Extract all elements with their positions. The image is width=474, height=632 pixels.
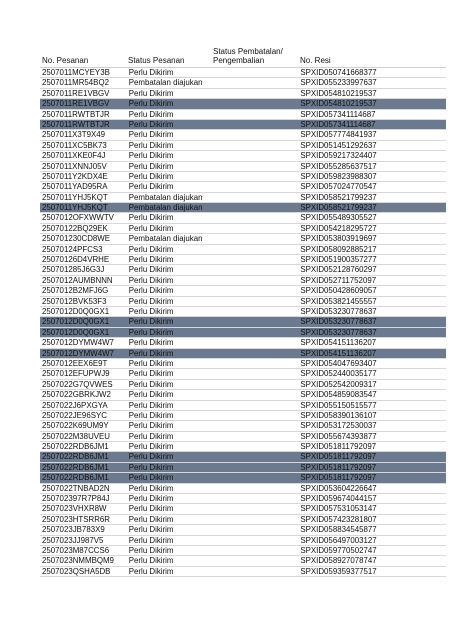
order-no-cell[interactable]: 2507022RDB6JM1 (42, 442, 109, 452)
tracking-no-cell[interactable]: SPXID058521799237 (300, 192, 377, 202)
tracking-no-cell[interactable]: SPXID053821455557 (300, 296, 377, 306)
order-status-cell[interactable]: Pembatalan diajukan (128, 203, 203, 213)
order-no-cell[interactable]: 2507023M87CCS6 (42, 545, 110, 555)
order-status-cell[interactable]: Perlu Dikirim (128, 566, 174, 576)
tracking-no-cell[interactable]: SPXID051811792097 (300, 462, 377, 472)
table-body (40, 68, 446, 577)
table-row[interactable] (40, 432, 446, 442)
cancel-status-cell[interactable] (214, 151, 300, 160)
order-no-cell[interactable]: 2507011RWTBTJR (42, 119, 110, 129)
tracking-no-cell[interactable]: SPXID053803919697 (300, 234, 377, 244)
cancel-status-cell[interactable] (214, 89, 300, 98)
order-status-cell[interactable]: Perlu Dikirim (128, 400, 174, 410)
order-status-cell[interactable]: Perlu Dikirim (128, 483, 174, 493)
cancel-status-cell[interactable] (214, 432, 300, 441)
order-status-cell[interactable]: Perlu Dikirim (128, 130, 174, 140)
order-no-cell[interactable]: 2507023JB783X9 (42, 525, 105, 535)
order-no-cell[interactable]: 2507012AUMBNNN (42, 275, 113, 285)
tracking-no-cell[interactable]: SPXID051811792097 (300, 452, 377, 462)
order-no-cell[interactable]: 2507022J6PXGYA (42, 400, 108, 410)
cancel-status-cell[interactable] (214, 494, 300, 503)
cancel-status-cell[interactable] (214, 120, 300, 129)
order-no-cell[interactable]: 2507022GBRKJW2 (42, 390, 111, 400)
table-row[interactable] (40, 536, 446, 546)
cancel-status-cell[interactable] (214, 401, 300, 410)
table-row[interactable] (40, 245, 446, 255)
tracking-no-cell[interactable]: SPXID057774841937 (300, 130, 377, 140)
table-row[interactable] (40, 421, 446, 431)
tracking-no-cell[interactable]: SPXID056497003127 (300, 535, 377, 545)
table-row[interactable] (40, 525, 446, 535)
order-no-cell[interactable]: 2507012EEX6E9T (42, 358, 108, 368)
order-no-cell[interactable]: 2507012B2MFJ6G (42, 286, 109, 296)
order-no-cell[interactable]: 2507012D0Q0GX1 (42, 327, 110, 337)
tracking-no-cell[interactable]: SPXID052440035177 (300, 369, 377, 379)
cancel-status-cell[interactable] (214, 504, 300, 513)
cancel-status-cell[interactable] (214, 110, 300, 119)
table-row[interactable] (40, 182, 446, 192)
order-status-cell[interactable]: Perlu Dikirim (128, 140, 174, 150)
table-row[interactable] (40, 556, 446, 566)
order-status-cell[interactable]: Perlu Dikirim (128, 99, 174, 109)
tracking-no-cell[interactable]: SPXID054810219537 (300, 88, 377, 98)
order-status-cell[interactable]: Perlu Dikirim (128, 442, 174, 452)
cancel-status-cell[interactable] (214, 442, 300, 451)
tracking-no-cell[interactable]: SPXID058927078747 (300, 556, 377, 566)
order-no-cell[interactable]: 2507022JE96SYC (42, 410, 107, 420)
tracking-no-cell[interactable]: SPXID055233997637 (300, 78, 377, 88)
order-status-cell[interactable]: Perlu Dikirim (128, 504, 174, 514)
cancel-status-cell[interactable] (214, 317, 300, 326)
order-status-cell[interactable]: Perlu Dikirim (128, 182, 174, 192)
tracking-no-cell[interactable]: SPXID059359377517 (300, 566, 377, 576)
cancel-status-cell[interactable] (214, 286, 300, 295)
cancel-status-cell[interactable] (214, 172, 300, 181)
order-no-cell[interactable]: 2507011RWTBTJR (42, 109, 110, 119)
table-row[interactable] (40, 193, 446, 203)
table-row[interactable] (40, 473, 446, 483)
table-row[interactable] (40, 110, 446, 120)
tracking-no-cell[interactable]: SPXID053230778637 (300, 306, 377, 316)
tracking-no-cell[interactable]: SPXID057423281807 (300, 514, 377, 524)
order-no-cell[interactable]: 2507023JJ987V5 (42, 535, 104, 545)
order-status-cell[interactable]: Perlu Dikirim (128, 358, 174, 368)
cancel-status-cell[interactable] (214, 328, 300, 337)
table-row[interactable] (40, 286, 446, 296)
order-status-cell[interactable]: Perlu Dikirim (128, 525, 174, 535)
tracking-no-cell[interactable]: SPXID059217324407 (300, 151, 377, 161)
order-status-cell[interactable]: Perlu Dikirim (128, 109, 174, 119)
cancel-status-cell[interactable] (214, 193, 300, 202)
order-status-cell[interactable]: Perlu Dikirim (128, 494, 174, 504)
order-status-cell[interactable]: Perlu Dikirim (128, 535, 174, 545)
cancel-status-cell[interactable] (214, 297, 300, 306)
cancel-status-cell[interactable] (214, 349, 300, 358)
order-status-cell[interactable]: Perlu Dikirim (128, 151, 174, 161)
order-no-cell[interactable]: 2507011XNNJ05V (42, 161, 107, 171)
table-row[interactable] (40, 484, 446, 494)
order-status-cell[interactable]: Pembatalan diajukan (128, 192, 203, 202)
tracking-no-cell[interactable]: SPXID054218295727 (300, 223, 377, 233)
order-status-cell[interactable]: Pembatalan diajukan (128, 234, 203, 244)
table-row[interactable] (40, 276, 446, 286)
order-status-cell[interactable]: Perlu Dikirim (128, 296, 174, 306)
tracking-no-cell[interactable]: SPXID055674393877 (300, 431, 377, 441)
order-no-cell[interactable]: 2507012BVK53F3 (42, 296, 107, 306)
spreadsheet (40, 47, 446, 577)
table-row[interactable] (40, 234, 446, 244)
order-no-cell[interactable]: 2507023VHXR8W (42, 504, 107, 514)
order-status-cell[interactable]: Perlu Dikirim (128, 88, 174, 98)
order-no-cell[interactable]: 2507012DYMW4W7 (42, 348, 114, 358)
order-no-cell[interactable]: 2507011YHJ5KQT (42, 192, 108, 202)
cancel-status-cell[interactable] (214, 338, 300, 347)
tracking-no-cell[interactable]: SPXID055285637517 (300, 161, 377, 171)
tracking-no-cell[interactable]: SPXID053230778637 (300, 327, 377, 337)
order-status-cell[interactable]: Perlu Dikirim (128, 431, 174, 441)
cancel-status-cell[interactable] (214, 99, 300, 108)
tracking-no-cell[interactable]: SPXID057341114687 (300, 119, 376, 129)
order-no-cell[interactable]: 2507012D0Q0GX1 (42, 306, 110, 316)
order-status-cell[interactable]: Perlu Dikirim (128, 255, 174, 265)
order-no-cell[interactable]: 2507022M38UVEU (42, 431, 110, 441)
order-status-cell[interactable]: Perlu Dikirim (128, 410, 174, 420)
table-row[interactable] (40, 442, 446, 452)
order-no-cell[interactable]: 2507011X3T9X49 (42, 130, 106, 140)
tracking-no-cell[interactable]: SPXID059823988307 (300, 171, 377, 181)
header-row (40, 47, 446, 68)
tracking-no-cell[interactable]: SPXID058834545877 (300, 525, 377, 535)
order-status-cell[interactable]: Perlu Dikirim (128, 327, 174, 337)
order-status-cell[interactable]: Pembatalan diajukan (128, 78, 203, 88)
tracking-no-cell[interactable]: SPXID052128760297 (300, 265, 377, 275)
order-status-cell[interactable]: Perlu Dikirim (128, 379, 174, 389)
cancel-status-cell[interactable] (214, 224, 300, 233)
order-no-cell[interactable]: 250701230CD8WE (42, 234, 110, 244)
tracking-no-cell[interactable]: SPXID054151136207 (300, 348, 377, 358)
order-status-cell[interactable]: Perlu Dikirim (128, 223, 174, 233)
table-row[interactable] (40, 141, 446, 151)
header-tracking-no: No. Resi (300, 56, 331, 65)
cancel-status-cell[interactable] (214, 213, 300, 222)
table-row[interactable] (40, 515, 446, 525)
table-row[interactable] (40, 390, 446, 400)
order-status-cell[interactable]: Perlu Dikirim (128, 473, 174, 483)
order-no-cell[interactable]: 2507022RDB6JM1 (42, 462, 109, 472)
tracking-no-cell[interactable]: SPXID053604226647 (300, 483, 377, 493)
order-no-cell[interactable]: 25070122BQ29EK (42, 223, 108, 233)
order-status-cell[interactable]: Perlu Dikirim (128, 462, 174, 472)
cancel-status-cell[interactable] (214, 546, 300, 555)
table-row[interactable] (40, 359, 446, 369)
order-no-cell[interactable]: 2507011RE1VBGV (42, 88, 110, 98)
order-status-cell[interactable]: Perlu Dikirim (128, 244, 174, 254)
tracking-no-cell[interactable]: SPXID058092885217 (300, 244, 377, 254)
cancel-status-cell[interactable] (214, 276, 300, 285)
header-cancel-status-line1: Status Pembatalan/ (213, 47, 283, 56)
order-status-cell[interactable]: Perlu Dikirim (128, 369, 174, 379)
order-no-cell[interactable]: 2507011YHJ5KQT (42, 203, 108, 213)
tracking-no-cell[interactable]: SPXID055150515577 (300, 400, 377, 410)
table-row[interactable] (40, 224, 446, 234)
tracking-no-cell[interactable]: SPXID057024770547 (300, 182, 377, 192)
order-status-cell[interactable]: Perlu Dikirim (128, 171, 174, 181)
table-row[interactable] (40, 307, 446, 317)
order-status-cell[interactable]: Perlu Dikirim (128, 119, 174, 129)
table-row[interactable] (40, 411, 446, 421)
order-no-cell[interactable]: 2507022TNBAD2N (42, 483, 110, 493)
cancel-status-cell[interactable] (214, 182, 300, 191)
cancel-status-cell[interactable] (214, 245, 300, 254)
order-no-cell[interactable]: 2507011Y2KDX4E (42, 171, 108, 181)
table-row[interactable] (40, 89, 446, 99)
order-no-cell[interactable]: 2507012OFXWWTV (42, 213, 114, 223)
order-no-cell[interactable]: 2507011MR54BQ2 (42, 78, 109, 88)
table-row[interactable] (40, 494, 446, 504)
header-order-status: Status Pesanan (128, 56, 185, 65)
order-status-cell[interactable]: Perlu Dikirim (128, 545, 174, 555)
order-no-cell[interactable]: 250701285J6G3J (42, 265, 105, 275)
order-no-cell[interactable]: 2507011YAD95RA (42, 182, 108, 192)
table-row[interactable] (40, 151, 446, 161)
order-status-cell[interactable]: Perlu Dikirim (128, 421, 174, 431)
order-no-cell[interactable]: 2507023HTSRR6R (42, 514, 110, 524)
table-row[interactable] (40, 338, 446, 348)
cancel-status-cell[interactable] (214, 234, 300, 243)
table-row[interactable] (40, 213, 446, 223)
order-status-cell[interactable]: Perlu Dikirim (128, 338, 174, 348)
table-row[interactable] (40, 78, 446, 88)
table-row[interactable] (40, 369, 446, 379)
order-no-cell[interactable]: 2507011XKE0F4J (42, 151, 106, 161)
cancel-status-cell[interactable] (214, 515, 300, 524)
tracking-no-cell[interactable]: SPXID058390136107 (300, 410, 377, 420)
order-no-cell[interactable]: 2507012D0Q0GX1 (42, 317, 110, 327)
tracking-no-cell[interactable]: SPXID051811792097 (300, 442, 377, 452)
cancel-status-cell[interactable] (214, 484, 300, 493)
table-row[interactable] (40, 317, 446, 327)
tracking-no-cell[interactable]: SPXID050428609057 (300, 286, 377, 296)
order-status-cell[interactable]: Perlu Dikirim (128, 265, 174, 275)
table-row[interactable] (40, 504, 446, 514)
order-no-cell[interactable]: 2507012DYMW4W7 (42, 338, 114, 348)
table-row[interactable] (40, 265, 446, 275)
tracking-no-cell[interactable]: SPXID059674044157 (300, 494, 377, 504)
order-status-cell[interactable]: Perlu Dikirim (128, 317, 174, 327)
table-row[interactable] (40, 546, 446, 556)
cancel-status-cell[interactable] (214, 78, 300, 87)
cancel-status-cell[interactable] (214, 203, 300, 212)
table-row[interactable] (40, 452, 446, 462)
tracking-no-cell[interactable]: SPXID054810219537 (300, 99, 377, 109)
table-row[interactable] (40, 99, 446, 109)
order-status-cell[interactable]: Perlu Dikirim (128, 275, 174, 285)
cancel-status-cell[interactable] (214, 525, 300, 534)
tracking-no-cell[interactable]: SPXID054047693407 (300, 358, 377, 368)
header-cancel-status-line2: Pengembalian (213, 56, 265, 65)
cancel-status-cell[interactable] (214, 141, 300, 150)
cancel-status-cell[interactable] (214, 359, 300, 368)
order-no-cell[interactable]: 2507011XC5BK73 (42, 140, 107, 150)
tracking-no-cell[interactable]: SPXID057531053147 (300, 504, 377, 514)
order-status-cell[interactable]: Perlu Dikirim (128, 514, 174, 524)
tracking-no-cell[interactable]: SPXID059770502747 (300, 545, 377, 555)
table-row[interactable] (40, 401, 446, 411)
table-row[interactable] (40, 120, 446, 130)
tracking-no-cell[interactable]: SPXID055489305527 (300, 213, 377, 223)
order-no-cell[interactable]: 25070124PFCS3 (42, 244, 103, 254)
cancel-status-cell[interactable] (214, 556, 300, 565)
header-cancel-status (213, 47, 283, 65)
header-order-no: No. Pesanan (42, 56, 89, 65)
table-row[interactable] (40, 255, 446, 265)
cancel-status-cell[interactable] (214, 390, 300, 399)
cancel-status-cell[interactable] (214, 369, 300, 378)
table-row[interactable] (40, 203, 446, 213)
table-row[interactable] (40, 567, 446, 577)
tracking-no-cell[interactable]: SPXID052711752097 (300, 275, 377, 285)
order-status-cell[interactable]: Perlu Dikirim (128, 556, 174, 566)
cancel-status-cell[interactable] (214, 255, 300, 264)
order-no-cell[interactable]: 2507023QSHA5DB (42, 566, 111, 576)
table-row[interactable] (40, 130, 446, 140)
cancel-status-cell[interactable] (214, 380, 300, 389)
tracking-no-cell[interactable]: SPXID051451292637 (300, 140, 377, 150)
tracking-no-cell[interactable]: SPXID053230778637 (300, 317, 377, 327)
order-no-cell[interactable]: 250702397R7P84J (42, 494, 110, 504)
cancel-status-cell[interactable] (214, 265, 300, 274)
cancel-status-cell[interactable] (214, 421, 300, 430)
tracking-no-cell[interactable]: SPXID051900357277 (300, 255, 377, 265)
cancel-status-cell[interactable] (214, 473, 300, 482)
tracking-no-cell[interactable]: SPXID052542009317 (300, 379, 377, 389)
order-no-cell[interactable]: 2507011MCYEY3B (42, 68, 110, 77)
order-no-cell[interactable]: 2507022G7QVWES (42, 379, 113, 389)
order-status-cell[interactable]: Perlu Dikirim (128, 161, 174, 171)
cancel-status-cell[interactable] (214, 536, 300, 545)
table-row[interactable] (40, 463, 446, 473)
table-row[interactable] (40, 162, 446, 172)
order-status-cell[interactable]: Perlu Dikirim (128, 213, 174, 223)
order-status-cell[interactable]: Perlu Dikirim (128, 348, 174, 358)
cancel-status-cell[interactable] (214, 411, 300, 420)
order-no-cell[interactable]: 2507011RE1VBGV (42, 99, 110, 109)
tracking-no-cell[interactable]: SPXID054151136207 (300, 338, 377, 348)
tracking-no-cell[interactable]: SPXID050741668377 (300, 68, 377, 77)
table-row[interactable] (40, 380, 446, 390)
cancel-status-cell[interactable] (214, 452, 300, 461)
table-row[interactable] (40, 349, 446, 359)
table-row[interactable] (40, 328, 446, 338)
tracking-no-cell[interactable]: SPXID058521799237 (300, 203, 377, 213)
cancel-status-cell[interactable] (214, 307, 300, 316)
tracking-no-cell[interactable]: SPXID051811792097 (300, 473, 377, 483)
cancel-status-cell[interactable] (214, 68, 300, 77)
order-status-cell[interactable]: Perlu Dikirim (128, 452, 174, 462)
table-row[interactable] (40, 68, 446, 78)
tracking-no-cell[interactable]: SPXID054859083547 (300, 390, 377, 400)
order-no-cell[interactable]: 2507012EFUPWJ9 (42, 369, 110, 379)
table-row[interactable] (40, 297, 446, 307)
order-status-cell[interactable]: Perlu Dikirim (128, 306, 174, 316)
order-status-cell[interactable]: Perlu Dikirim (128, 68, 174, 77)
tracking-no-cell[interactable]: SPXID053172530037 (300, 421, 377, 431)
cancel-status-cell[interactable] (214, 162, 300, 171)
order-no-cell[interactable]: 2507023NMMBQM9 (42, 556, 114, 566)
cancel-status-cell[interactable] (214, 567, 300, 576)
order-status-cell[interactable]: Perlu Dikirim (128, 286, 174, 296)
order-no-cell[interactable]: 2507022RDB6JM1 (42, 452, 109, 462)
order-no-cell[interactable]: 2507022K69UM9Y (42, 421, 109, 431)
table-row[interactable] (40, 172, 446, 182)
order-no-cell[interactable]: 2507022RDB6JM1 (42, 473, 109, 483)
cancel-status-cell[interactable] (214, 463, 300, 472)
tracking-no-cell[interactable]: SPXID057341114687 (300, 109, 376, 119)
order-no-cell[interactable]: 25070126D4VRHE (42, 255, 110, 265)
cancel-status-cell[interactable] (214, 130, 300, 139)
order-status-cell[interactable]: Perlu Dikirim (128, 390, 174, 400)
